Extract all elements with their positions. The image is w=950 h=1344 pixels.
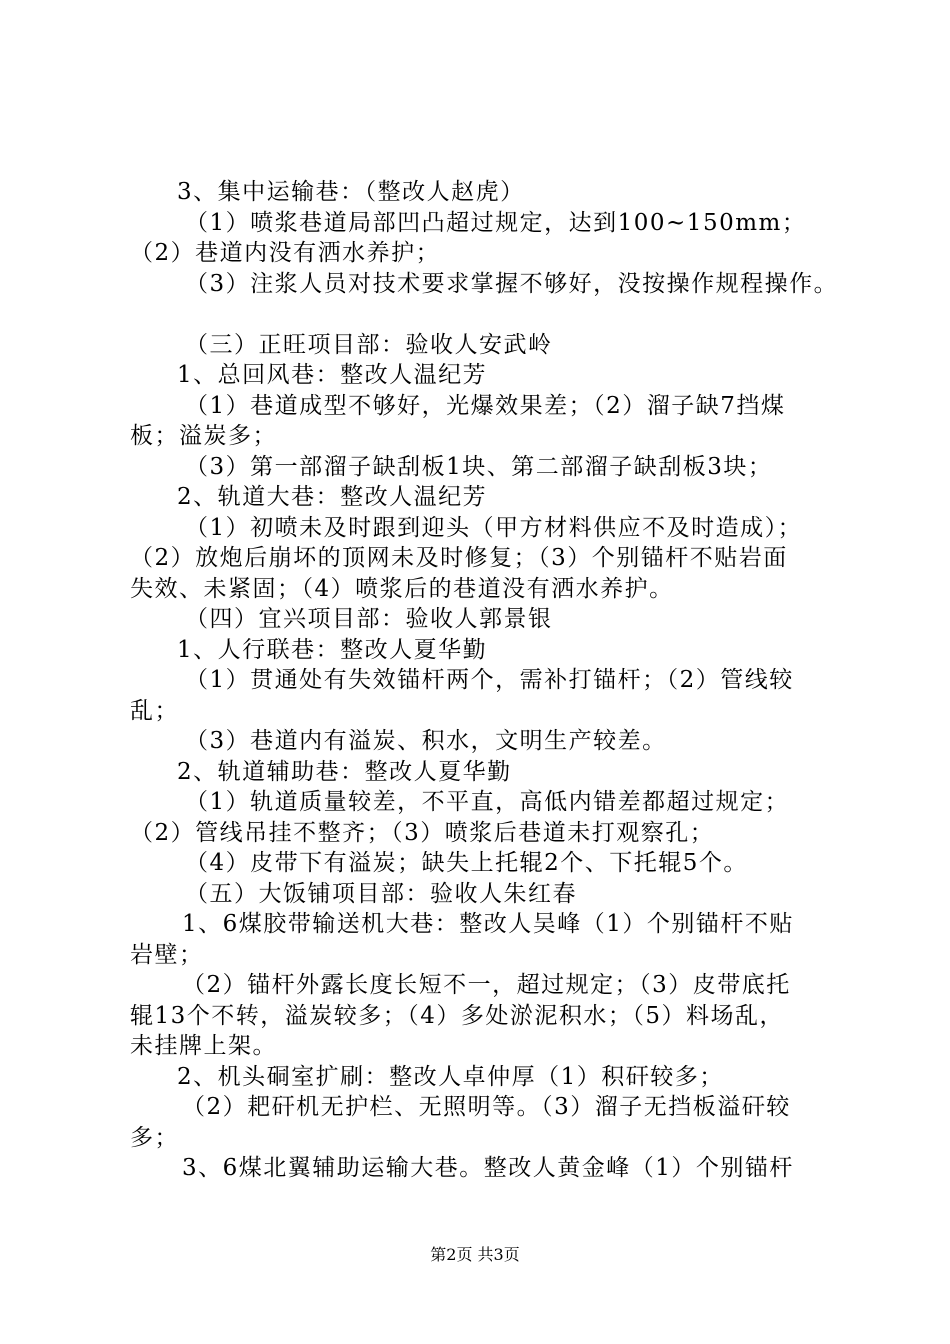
text-line: 未挂牌上架。 xyxy=(130,1033,277,1059)
text-line: （1）喷浆巷道局部凹凸超过规定，达到100~150mm； xyxy=(185,210,807,236)
text-line: 2、轨道大巷：整改人温纪芳 xyxy=(177,484,488,510)
text-line: （2）耙矸机无护栏、无照明等。（3）溜子无挡板溢矸较 xyxy=(182,1094,791,1120)
text-line: （1）轨道质量较差，不平直，高低内错差都超过规定； xyxy=(185,789,790,815)
text-line: 2、轨道辅助巷：整改人夏华勤 xyxy=(177,759,512,785)
text-line: 岩壁； xyxy=(130,942,204,968)
text-line: （1）贯通处有失效锚杆两个，需补打锚杆；（2）管线较 xyxy=(185,667,794,693)
text-line: 板；溢炭多； xyxy=(130,423,277,449)
text-line: （3）巷道内有溢炭、积水，文明生产较差。 xyxy=(185,728,667,754)
section-heading: （三）正旺项目部：验收人安武岭 xyxy=(185,332,553,358)
text-line: （4）皮带下有溢炭；缺失上托辊2个、下托辊5个。 xyxy=(185,850,748,876)
text-line: 1、6煤胶带输送机大巷：整改人吴峰（1）个别锚杆不贴 xyxy=(182,911,794,937)
text-line: 1、总回风巷：整改人温纪芳 xyxy=(177,362,488,388)
text-line: 乱； xyxy=(130,698,179,724)
text-line: 失效、未紧固；（4）喷浆后的巷道没有洒水养护。 xyxy=(130,576,674,602)
text-line: （3）注浆人员对技术要求掌握不够好，没按操作规程操作。 xyxy=(185,271,839,297)
text-line: （2）管线吊挂不整齐；（3）喷浆后巷道未打观察孔； xyxy=(130,820,715,846)
text-line: （3）第一部溜子缺刮板1块、第二部溜子缺刮板3块； xyxy=(185,454,773,480)
text-line: 1、人行联巷：整改人夏华勤 xyxy=(177,637,488,663)
section-heading: （四）宜兴项目部：验收人郭景银 xyxy=(185,606,553,632)
text-line: （1）初喷未及时跟到迎头（甲方材料供应不及时造成）； xyxy=(185,515,803,541)
text-line: 3、6煤北翼辅助运输大巷。整改人黄金峰（1）个别锚杆 xyxy=(182,1155,794,1181)
page-number-footer: 第2页 共3页 xyxy=(430,1245,520,1264)
text-line: （2）放炮后崩坏的顶网未及时修复；（3）个别锚杆不贴岩面 xyxy=(130,545,788,571)
section-heading: （五）大饭铺项目部：验收人朱红春 xyxy=(185,881,577,907)
text-line: 3、集中运输巷：（整改人赵虎） xyxy=(177,179,525,205)
text-line: （2）巷道内没有洒水养护； xyxy=(130,240,441,266)
text-line: （2）锚杆外露长度长短不一，超过规定；（3）皮带底托 xyxy=(182,972,791,998)
text-line: 2、机头硐室扩刷：整改人卓仲厚（1）积矸较多； xyxy=(177,1064,724,1090)
text-line: 辊13个不转，溢炭较多；（4）多处淤泥积水；（5）料场乱， xyxy=(130,1003,785,1029)
text-line: （1）巷道成型不够好，光爆效果差；（2）溜子缺7挡煤 xyxy=(185,393,786,419)
text-line: 多； xyxy=(130,1125,179,1151)
